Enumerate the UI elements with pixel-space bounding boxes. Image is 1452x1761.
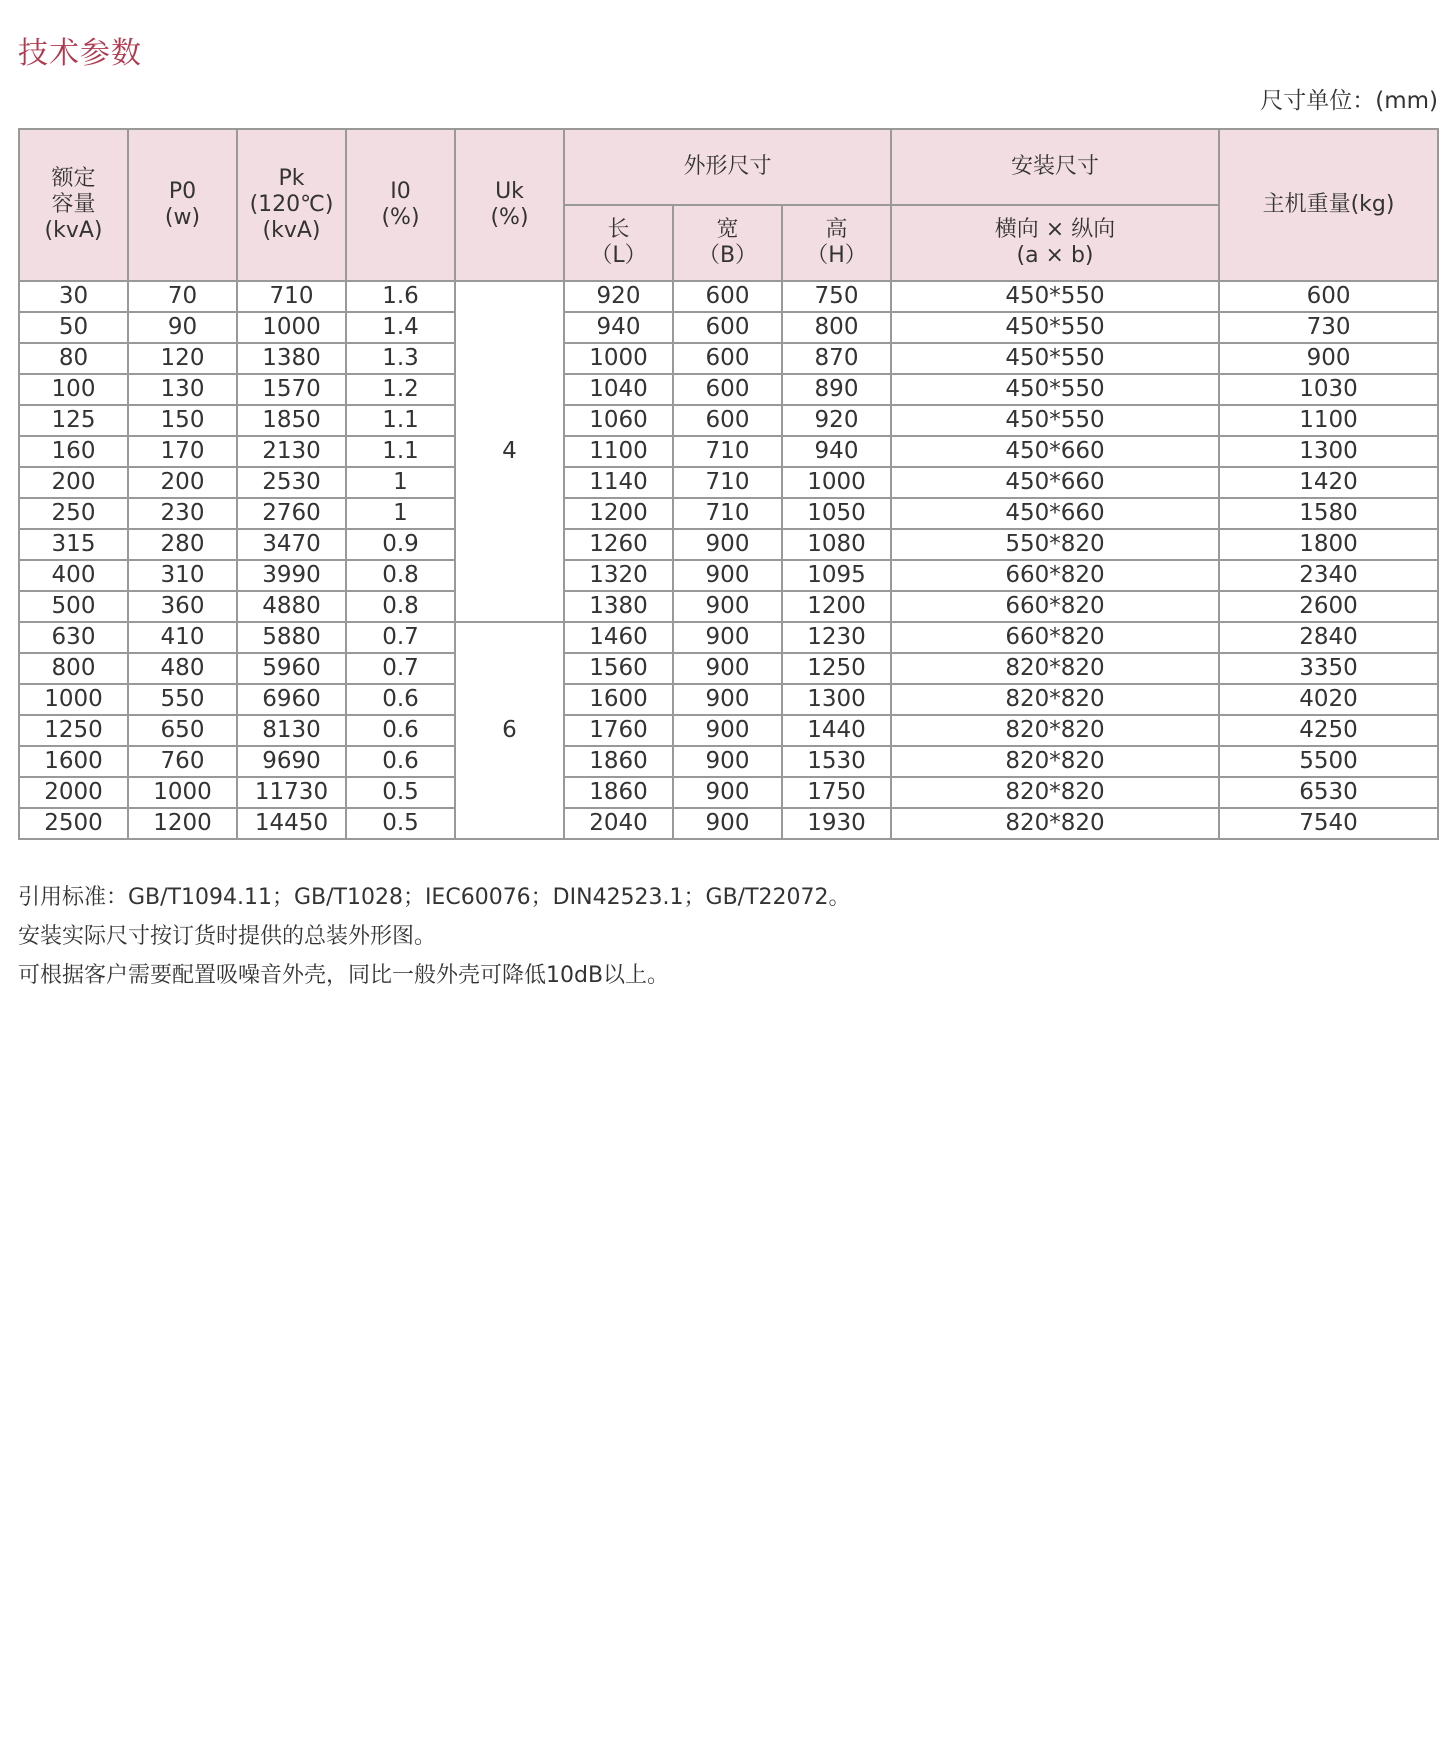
cell-width: 900 (673, 777, 782, 808)
cell-capacity: 630 (19, 622, 128, 653)
table-row (19, 777, 1438, 808)
note-install: 安装实际尺寸按订货时提供的总装外形图。 (18, 924, 437, 949)
cell-p0: 90 (128, 312, 237, 343)
cell-pk: 1000 (237, 312, 346, 343)
cell-pk: 14450 (237, 808, 346, 839)
cell-height: 1095 (782, 560, 891, 591)
cell-length: 1040 (564, 374, 673, 405)
cell-p0: 480 (128, 653, 237, 684)
cell-i0: 0.6 (346, 746, 455, 777)
cell-length: 2040 (564, 808, 673, 839)
cell-weight: 730 (1219, 312, 1438, 343)
table-row (19, 312, 1438, 343)
cell-i0: 0.8 (346, 560, 455, 591)
cell-install: 820*820 (891, 808, 1219, 839)
cell-install: 820*820 (891, 746, 1219, 777)
cell-width: 900 (673, 529, 782, 560)
cell-weight: 2600 (1219, 591, 1438, 622)
cell-p0: 310 (128, 560, 237, 591)
cell-weight: 1800 (1219, 529, 1438, 560)
cell-width: 900 (673, 560, 782, 591)
cell-capacity: 2500 (19, 808, 128, 839)
cell-length: 940 (564, 312, 673, 343)
cell-height: 1200 (782, 591, 891, 622)
cell-weight: 2340 (1219, 560, 1438, 591)
cell-install: 450*550 (891, 281, 1219, 312)
header-install: 安装尺寸 (891, 129, 1219, 205)
cell-width: 710 (673, 498, 782, 529)
cell-p0: 650 (128, 715, 237, 746)
cell-i0: 1.6 (346, 281, 455, 312)
cell-width: 900 (673, 746, 782, 777)
cell-p0: 200 (128, 467, 237, 498)
cell-weight: 3350 (1219, 653, 1438, 684)
header-i0: I0 (%) (346, 129, 455, 281)
header-length: 长 （L） (564, 205, 673, 281)
cell-install: 450*660 (891, 498, 1219, 529)
cell-i0: 0.7 (346, 622, 455, 653)
cell-pk: 9690 (237, 746, 346, 777)
header-pk: Pk (120℃) (kvA) (237, 129, 346, 281)
cell-p0: 230 (128, 498, 237, 529)
cell-i0: 1 (346, 498, 455, 529)
note-enclosure: 可根据客户需要配置吸噪音外壳，同比一般外壳可降低10dB以上。 (18, 963, 670, 988)
header-dimensions: 外形尺寸 (564, 129, 891, 205)
spec-table-body (19, 281, 1438, 839)
cell-capacity: 2000 (19, 777, 128, 808)
cell-height: 870 (782, 343, 891, 374)
cell-length: 1200 (564, 498, 673, 529)
header-p0: P0 (w) (128, 129, 237, 281)
cell-p0: 1000 (128, 777, 237, 808)
cell-i0: 0.6 (346, 684, 455, 715)
cell-pk: 2760 (237, 498, 346, 529)
cell-i0: 1.2 (346, 374, 455, 405)
table-row (19, 498, 1438, 529)
cell-length: 1860 (564, 777, 673, 808)
cell-i0: 0.5 (346, 808, 455, 839)
cell-width: 710 (673, 436, 782, 467)
cell-i0: 0.6 (346, 715, 455, 746)
cell-weight: 4250 (1219, 715, 1438, 746)
cell-weight: 7540 (1219, 808, 1438, 839)
cell-length: 1380 (564, 591, 673, 622)
cell-weight: 900 (1219, 343, 1438, 374)
header-capacity: 额定 容量 (kvA) (19, 129, 128, 281)
cell-height: 890 (782, 374, 891, 405)
cell-width: 600 (673, 343, 782, 374)
cell-width: 900 (673, 808, 782, 839)
cell-pk: 710 (237, 281, 346, 312)
cell-capacity: 1600 (19, 746, 128, 777)
cell-length: 1000 (564, 343, 673, 374)
cell-weight: 1100 (1219, 405, 1438, 436)
cell-height: 1530 (782, 746, 891, 777)
cell-height: 1230 (782, 622, 891, 653)
notes (18, 878, 851, 995)
cell-capacity: 1000 (19, 684, 128, 715)
cell-i0: 0.8 (346, 591, 455, 622)
cell-capacity: 160 (19, 436, 128, 467)
cell-p0: 760 (128, 746, 237, 777)
cell-pk: 1850 (237, 405, 346, 436)
header-weight: 主机重量(kg) (1219, 129, 1438, 281)
cell-pk: 3470 (237, 529, 346, 560)
cell-install: 820*820 (891, 715, 1219, 746)
table-row (19, 715, 1438, 746)
cell-p0: 170 (128, 436, 237, 467)
table-row (19, 374, 1438, 405)
cell-weight: 2840 (1219, 622, 1438, 653)
cell-install: 450*550 (891, 312, 1219, 343)
table-row (19, 467, 1438, 498)
cell-capacity: 100 (19, 374, 128, 405)
cell-width: 710 (673, 467, 782, 498)
cell-width: 600 (673, 374, 782, 405)
cell-height: 1250 (782, 653, 891, 684)
cell-weight: 1300 (1219, 436, 1438, 467)
cell-install: 820*820 (891, 777, 1219, 808)
cell-height: 1000 (782, 467, 891, 498)
cell-capacity: 500 (19, 591, 128, 622)
cell-weight: 1030 (1219, 374, 1438, 405)
cell-length: 1600 (564, 684, 673, 715)
cell-length: 1140 (564, 467, 673, 498)
table-row (19, 746, 1438, 777)
unit-label: 尺寸单位：(mm) (1260, 88, 1438, 114)
cell-install: 450*550 (891, 343, 1219, 374)
cell-width: 900 (673, 622, 782, 653)
table-row (19, 808, 1438, 839)
cell-capacity: 315 (19, 529, 128, 560)
cell-install: 450*660 (891, 436, 1219, 467)
cell-height: 750 (782, 281, 891, 312)
cell-i0: 0.7 (346, 653, 455, 684)
cell-height: 1300 (782, 684, 891, 715)
cell-height: 940 (782, 436, 891, 467)
cell-width: 600 (673, 405, 782, 436)
header-install-sub: 横向 × 纵向 (a × b) (891, 205, 1219, 281)
cell-height: 800 (782, 312, 891, 343)
cell-i0: 1.4 (346, 312, 455, 343)
cell-weight: 1420 (1219, 467, 1438, 498)
cell-pk: 5880 (237, 622, 346, 653)
cell-pk: 3990 (237, 560, 346, 591)
cell-install: 660*820 (891, 591, 1219, 622)
cell-p0: 130 (128, 374, 237, 405)
cell-width: 900 (673, 715, 782, 746)
cell-pk: 1380 (237, 343, 346, 374)
cell-length: 1460 (564, 622, 673, 653)
cell-capacity: 800 (19, 653, 128, 684)
cell-install: 450*550 (891, 405, 1219, 436)
cell-weight: 4020 (1219, 684, 1438, 715)
cell-height: 1440 (782, 715, 891, 746)
header-height: 高 （H） (782, 205, 891, 281)
page-title: 技术参数 (18, 36, 142, 71)
cell-capacity: 125 (19, 405, 128, 436)
cell-install: 450*550 (891, 374, 1219, 405)
cell-install: 660*820 (891, 560, 1219, 591)
table-row (19, 622, 1438, 653)
cell-uk: 4 (455, 281, 564, 622)
table-row (19, 684, 1438, 715)
cell-width: 900 (673, 684, 782, 715)
cell-i0: 0.9 (346, 529, 455, 560)
table-row (19, 281, 1438, 312)
cell-height: 1930 (782, 808, 891, 839)
cell-pk: 1570 (237, 374, 346, 405)
cell-height: 920 (782, 405, 891, 436)
cell-length: 1060 (564, 405, 673, 436)
cell-capacity: 50 (19, 312, 128, 343)
cell-i0: 1.1 (346, 405, 455, 436)
cell-p0: 70 (128, 281, 237, 312)
cell-weight: 5500 (1219, 746, 1438, 777)
cell-capacity: 400 (19, 560, 128, 591)
table-row (19, 436, 1438, 467)
cell-length: 1320 (564, 560, 673, 591)
cell-pk: 2130 (237, 436, 346, 467)
cell-i0: 1.3 (346, 343, 455, 374)
spec-table (18, 128, 1439, 840)
cell-length: 920 (564, 281, 673, 312)
cell-length: 1100 (564, 436, 673, 467)
cell-p0: 280 (128, 529, 237, 560)
cell-capacity: 250 (19, 498, 128, 529)
cell-pk: 4880 (237, 591, 346, 622)
cell-capacity: 200 (19, 467, 128, 498)
cell-install: 820*820 (891, 653, 1219, 684)
cell-weight: 600 (1219, 281, 1438, 312)
table-row (19, 560, 1438, 591)
cell-length: 1260 (564, 529, 673, 560)
table-row (19, 343, 1438, 374)
note-standards: 引用标准：GB/T1094.11；GB/T1028；IEC60076；DIN42523.1；GB/T22072。 (18, 885, 851, 910)
cell-install: 450*660 (891, 467, 1219, 498)
table-row (19, 591, 1438, 622)
header-uk: Uk (%) (455, 129, 564, 281)
cell-width: 600 (673, 281, 782, 312)
cell-pk: 5960 (237, 653, 346, 684)
cell-p0: 550 (128, 684, 237, 715)
cell-p0: 120 (128, 343, 237, 374)
cell-pk: 2530 (237, 467, 346, 498)
cell-install: 820*820 (891, 684, 1219, 715)
table-row (19, 529, 1438, 560)
cell-i0: 0.5 (346, 777, 455, 808)
cell-capacity: 1250 (19, 715, 128, 746)
header-width: 宽 （B） (673, 205, 782, 281)
cell-length: 1860 (564, 746, 673, 777)
table-row (19, 405, 1438, 436)
cell-pk: 6960 (237, 684, 346, 715)
cell-length: 1560 (564, 653, 673, 684)
cell-length: 1760 (564, 715, 673, 746)
cell-pk: 11730 (237, 777, 346, 808)
cell-width: 900 (673, 591, 782, 622)
cell-weight: 6530 (1219, 777, 1438, 808)
cell-uk: 6 (455, 622, 564, 839)
cell-width: 600 (673, 312, 782, 343)
cell-p0: 150 (128, 405, 237, 436)
cell-height: 1750 (782, 777, 891, 808)
cell-weight: 1580 (1219, 498, 1438, 529)
cell-i0: 1.1 (346, 436, 455, 467)
cell-capacity: 80 (19, 343, 128, 374)
cell-pk: 8130 (237, 715, 346, 746)
cell-install: 660*820 (891, 622, 1219, 653)
cell-capacity: 30 (19, 281, 128, 312)
cell-p0: 360 (128, 591, 237, 622)
cell-p0: 1200 (128, 808, 237, 839)
cell-p0: 410 (128, 622, 237, 653)
table-row (19, 653, 1438, 684)
cell-width: 900 (673, 653, 782, 684)
cell-height: 1080 (782, 529, 891, 560)
cell-install: 550*820 (891, 529, 1219, 560)
cell-height: 1050 (782, 498, 891, 529)
cell-i0: 1 (346, 467, 455, 498)
